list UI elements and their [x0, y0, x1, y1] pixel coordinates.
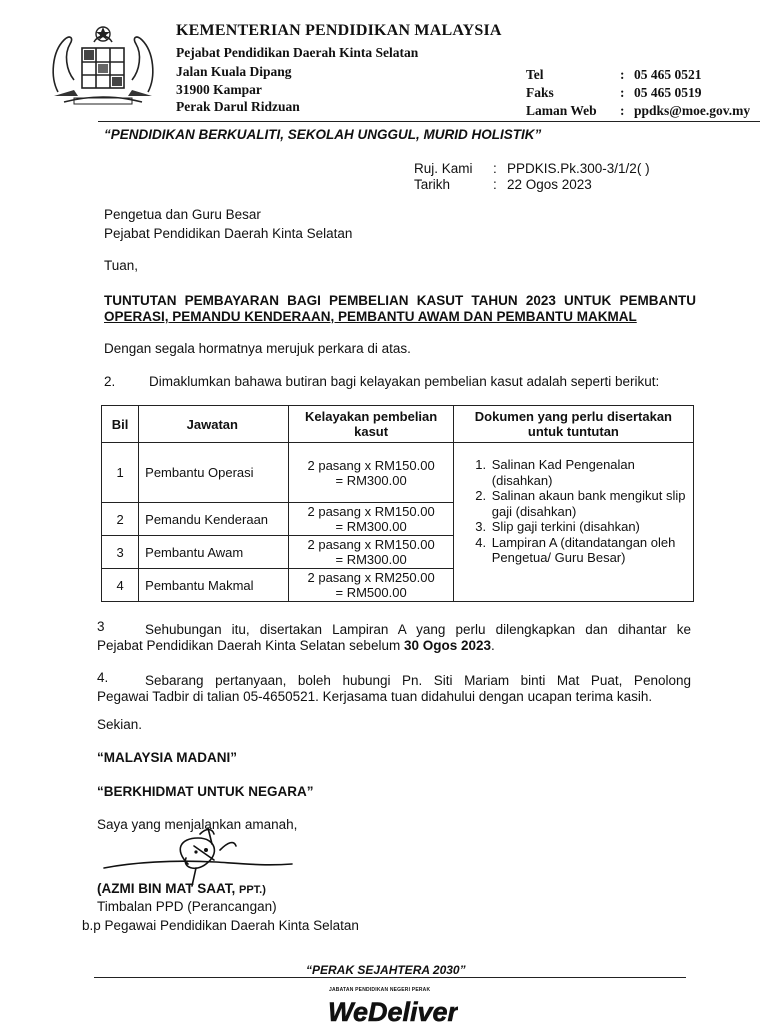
- kelayakan-formula: 2 pasang x RM150.00: [307, 537, 435, 552]
- row-bil: 4: [102, 569, 139, 602]
- website-value: ppdks@moe.gov.my: [634, 103, 751, 118]
- document-item: 4. Lampiran A (ditandatangan oleh Pengetua/ Guru Besar): [490, 535, 687, 566]
- fax-label: Faks: [526, 85, 554, 100]
- website-label: Laman Web: [526, 103, 597, 118]
- header-rule: [98, 121, 760, 122]
- para-2-text: Dimaklumkan bahawa butiran bagi kelayakan pembelian kasut adalah seperti berikut:: [149, 374, 660, 389]
- footer-motto: “PERAK SEJAHTERA 2030”: [306, 963, 466, 977]
- para-3-line-1: Sehubungan itu, disertakan Lampiran A yang perlu dilengkapkan dan dihantar ke: [145, 622, 691, 637]
- tel-separator: :: [620, 67, 625, 82]
- eligibility-table: [101, 405, 694, 602]
- fax-value: 05 465 0519: [634, 85, 702, 100]
- para-4-number: 4.: [97, 670, 109, 685]
- date-label: Tarikh: [414, 177, 451, 192]
- para-3-text: Pejabat Pendidikan Daerah Kinta Selatan sebelum: [97, 638, 404, 653]
- salutation: Tuan,: [104, 258, 139, 273]
- document-item: 3. Slip gaji terkini (disahkan): [490, 519, 687, 535]
- reference-number: PPDKIS.Pk.300-3/1/2( ): [507, 161, 650, 176]
- reference-separator: :: [493, 161, 497, 176]
- address-line-2: 31900 Kampar: [176, 82, 262, 97]
- para-3-deadline: 30 Ogos 2023: [403, 638, 492, 653]
- subject-line-1: TUNTUTAN PEMBAYARAN BAGI PEMBELIAN KASUT TAHUN 2023 UNTUK PEMBANTU: [104, 293, 696, 308]
- table-header-row: [102, 406, 694, 443]
- reference-label: Ruj. Kami: [414, 161, 473, 176]
- para-3-line-2: [97, 638, 495, 653]
- slogan-malaysia-madani: “MALAYSIA MADANI”: [97, 750, 238, 765]
- header-kelayakan: Kelayakan pembelian kasut: [289, 406, 453, 443]
- ministry-motto: “PENDIDIKAN BERKUALITI, SEKOLAH UNGGUL, MURID HOLISTIK”: [104, 127, 542, 142]
- we-deliver-logo: [326, 995, 458, 1024]
- signatory-position: Timbalan PPD (Perancangan): [97, 899, 277, 914]
- website-separator: :: [620, 103, 625, 118]
- header-dokumen: Dokumen yang perlu disertakan untuk tuntutan: [453, 406, 693, 443]
- kelayakan-formula: 2 pasang x RM150.00: [307, 504, 435, 519]
- para-2-number: 2.: [104, 374, 116, 389]
- documents-list: [470, 457, 687, 566]
- header-jawatan: Jawatan: [139, 406, 289, 443]
- para-3-number: 3: [97, 619, 105, 634]
- kelayakan-formula: 2 pasang x RM250.00: [307, 570, 435, 585]
- opening-sentence: Dengan segala hormatnya merujuk perkara di atas.: [104, 341, 411, 356]
- office-name: Pejabat Pendidikan Daerah Kinta Selatan: [176, 45, 419, 60]
- date-value: 22 Ogos 2023: [507, 177, 592, 192]
- table-row: [102, 443, 694, 503]
- closing-amanah: Saya yang menjalankan amanah,: [97, 817, 298, 832]
- row-jawatan: Pembantu Awam: [139, 536, 289, 569]
- kelayakan-total: = RM300.00: [335, 552, 407, 567]
- recipient-line-2: Pejabat Pendidikan Daerah Kinta Selatan: [104, 226, 353, 241]
- malaysia-coat-of-arms-logo: [44, 22, 162, 110]
- para-3-period: .: [491, 638, 495, 653]
- documents-cell: [453, 443, 693, 602]
- para-4-line-1: Sebarang pertanyaan, boleh hubungi Pn. Siti Mariam binti Mat Puat, Penolong: [145, 673, 691, 688]
- signatory-title: PPT.): [238, 884, 266, 896]
- tel-value: 05 465 0521: [634, 67, 702, 82]
- row-jawatan: Pembantu Makmal: [139, 569, 289, 602]
- kelayakan-total: = RM300.00: [335, 472, 407, 488]
- kelayakan-total: = RM500.00: [335, 585, 407, 600]
- slogan-berkhidmat: “BERKHIDMAT UNTUK NEGARA”: [97, 784, 314, 799]
- date-separator: :: [493, 177, 497, 192]
- row-kelayakan: [289, 503, 453, 536]
- fax-separator: :: [620, 85, 625, 100]
- row-kelayakan: [289, 443, 453, 503]
- address-line-3: Perak Darul Ridzuan: [176, 99, 300, 114]
- row-jawatan: Pembantu Operasi: [139, 443, 289, 503]
- ministry-name: KEMENTERIAN PENDIDIKAN MALAYSIA: [176, 22, 502, 39]
- signatory-name: [97, 881, 266, 896]
- recipient-line-1: Pengetua dan Guru Besar: [104, 207, 261, 222]
- closing-sekian: Sekian.: [97, 717, 143, 732]
- document-item: 1. Salinan Kad Pengenalan (disahkan): [490, 457, 687, 488]
- footer-rule: [94, 977, 686, 978]
- kelayakan-total: = RM300.00: [335, 519, 407, 534]
- document-item: 2. Salinan akaun bank mengikut slip gaji (disahkan): [490, 488, 687, 519]
- signatory-name-text: (AZMI BIN MAT SAAT,: [97, 881, 239, 896]
- we-deliver-logo-text: WeDeliver: [328, 997, 458, 1024]
- row-bil: 1: [102, 443, 139, 503]
- para-4-line-2: Pegawai Tadbir di talian 05-4650521. Kerjasama tuan didahului dengan ucapan terima kasih.: [97, 689, 653, 704]
- header-bil: Bil: [102, 406, 139, 443]
- row-kelayakan: [289, 569, 453, 602]
- logo-caption: JABATAN PENDIDIKAN NEGERI PERAK: [329, 987, 431, 993]
- row-bil: 2: [102, 503, 139, 536]
- tel-label: Tel: [526, 67, 544, 82]
- kelayakan-formula: 2 pasang x RM150.00: [307, 457, 435, 473]
- row-jawatan: Pemandu Kenderaan: [139, 503, 289, 536]
- row-bil: 3: [102, 536, 139, 569]
- signatory-on-behalf: b.p Pegawai Pendidikan Daerah Kinta Selatan: [82, 918, 359, 933]
- row-kelayakan: [289, 536, 453, 569]
- subject-line-2: OPERASI, PEMANDU KENDERAAN, PEMBANTU AWAM DAN PEMBANTU MAKMAL: [104, 309, 637, 324]
- address-line-1: Jalan Kuala Dipang: [176, 64, 292, 79]
